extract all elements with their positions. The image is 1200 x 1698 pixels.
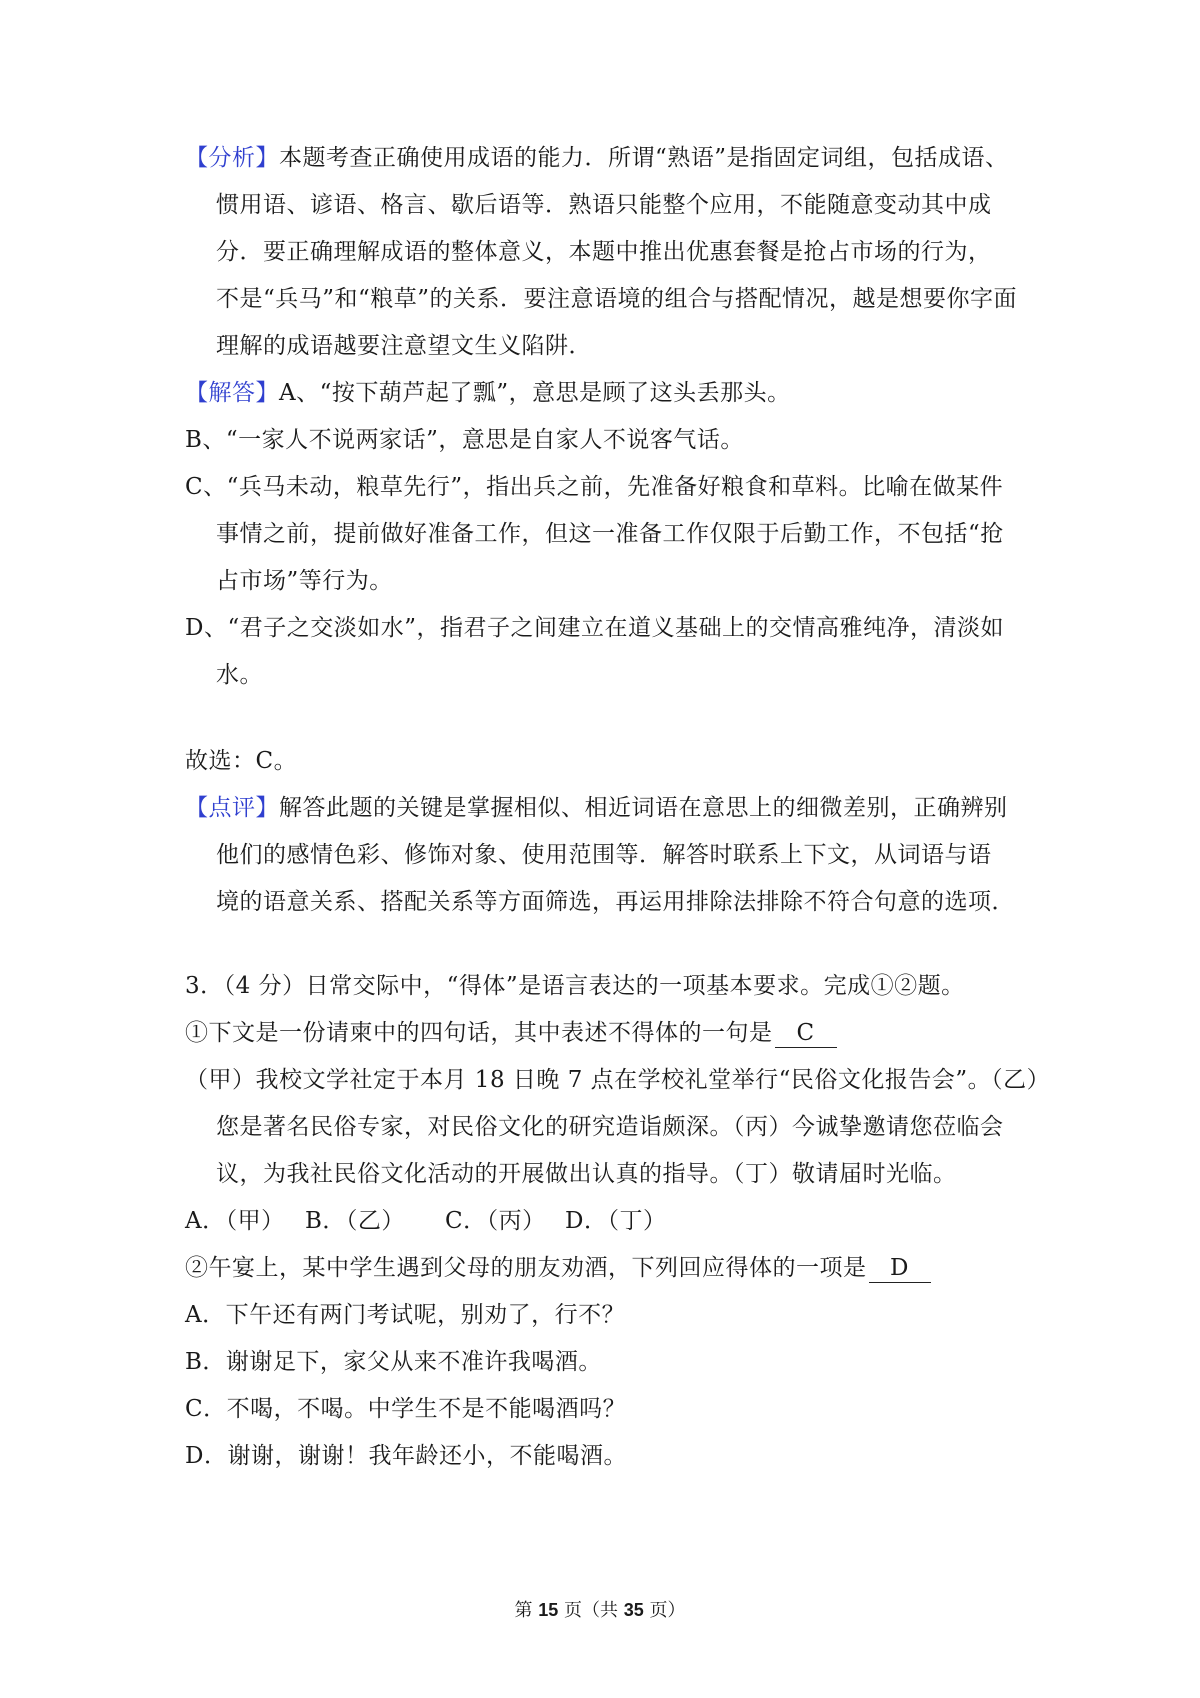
total-page-number: 35 (623, 1600, 644, 1620)
question-3-sub2-prompt: ②午宴上，某中学生遇到父母的朋友劝酒，下列回应得体的一项是 D (185, 1252, 931, 1284)
answer-blank-2: D (869, 1254, 931, 1283)
current-page-number: 15 (538, 1600, 559, 1620)
answer-line-a: 【解答】A、“按下葫芦起了瓢”，意思是顾了这头丢那头。 (185, 380, 791, 406)
option-a: A．（甲） (185, 1208, 285, 1234)
analysis-tag: 【分析】 (185, 145, 279, 171)
comment-line-1: 【点评】解答此题的关键是掌握相似、相近词语在意思上的细微差别，正确辨别 (185, 795, 1008, 821)
analysis-line-3: 分．要正确理解成语的整体意义，本题中推出优惠套餐是抢占市场的行为， (216, 239, 992, 265)
analysis-line-5: 理解的成语越要注意望文生义陷阱． (216, 333, 592, 359)
sub2-option-a: A．下午还有两门考试呢，别劝了，行不？ (185, 1302, 626, 1328)
answer-line-d-2: 水。 (216, 662, 263, 688)
comment-line-2: 他们的感情色彩、修饰对象、使用范围等．解答时联系上下文，从词语与语 (216, 842, 992, 868)
invitation-line-1: （甲）我校文学社定于本月 18 日晚 7 点在学校礼堂举行“民俗文化报告会”。（乙） (185, 1067, 1051, 1093)
comment-tag: 【点评】 (185, 795, 279, 821)
page-footer: 第 15 页（共 35 页） (514, 1600, 686, 1621)
answer-line-d-1: D、“君子之交淡如水”，指君子之间建立在道义基础上的交情高雅纯净，清淡如 (185, 615, 1004, 641)
option-b: B．（乙） (305, 1208, 405, 1234)
answer-tag: 【解答】 (185, 380, 279, 406)
comment-line-3: 境的语意关系、搭配关系等方面筛选，再运用排除法排除不符合句意的选项． (216, 889, 1015, 915)
question-3-sub1-prompt: ①下文是一份请柬中的四句话，其中表述不得体的一句是 C (185, 1017, 837, 1049)
invitation-line-2: 您是著名民俗专家，对民俗文化的研究造诣颇深。（丙）今诚挚邀请您莅临会 (216, 1114, 1004, 1140)
invitation-line-3: 议，为我社民俗文化活动的开展做出认真的指导。（丁）敬请届时光临。 (216, 1161, 957, 1187)
option-d: D．（丁） (565, 1208, 667, 1234)
answer-line-c-2: 事情之前，提前做好准备工作，但这一准备工作仅限于后勤工作，不包括“抢 (216, 521, 1004, 547)
sub2-option-b: B．谢谢足下，家父从来不准许我喝酒。 (185, 1349, 602, 1375)
answer-line-b: B、“一家人不说两家话”，意思是自家人不说客气话。 (185, 427, 744, 453)
answer-blank-1: C (775, 1019, 837, 1048)
sub1-options (185, 1205, 666, 1237)
question-3-stem: 3．（4 分）日常交际中，“得体”是语言表达的一项基本要求。完成①②题。 (185, 973, 965, 999)
analysis-line-2: 惯用语、谚语、格言、歇后语等．熟语只能整个应用，不能随意变动其中成 (216, 192, 992, 218)
final-choice: 故选：C。 (185, 748, 298, 774)
analysis-line-4: 不是“兵马”和“粮草”的关系．要注意语境的组合与搭配情况，越是想要你字面 (216, 286, 1018, 312)
sub2-option-c: C．不喝，不喝。中学生不是不能喝酒吗？ (185, 1396, 627, 1422)
option-c: C．（丙） (445, 1208, 546, 1234)
sub2-option-d: D．谢谢，谢谢！我年龄还小，不能喝酒。 (185, 1443, 627, 1469)
answer-line-c-1: C、“兵马未动，粮草先行”，指出兵之前，先准备好粮食和草料。比喻在做某件 (185, 474, 1004, 500)
answer-line-c-3: 占市场”等行为。 (216, 568, 393, 594)
analysis-line-1: 【分析】本题考查正确使用成语的能力．所谓“熟语”是指固定词组，包括成语、 (185, 145, 1009, 171)
